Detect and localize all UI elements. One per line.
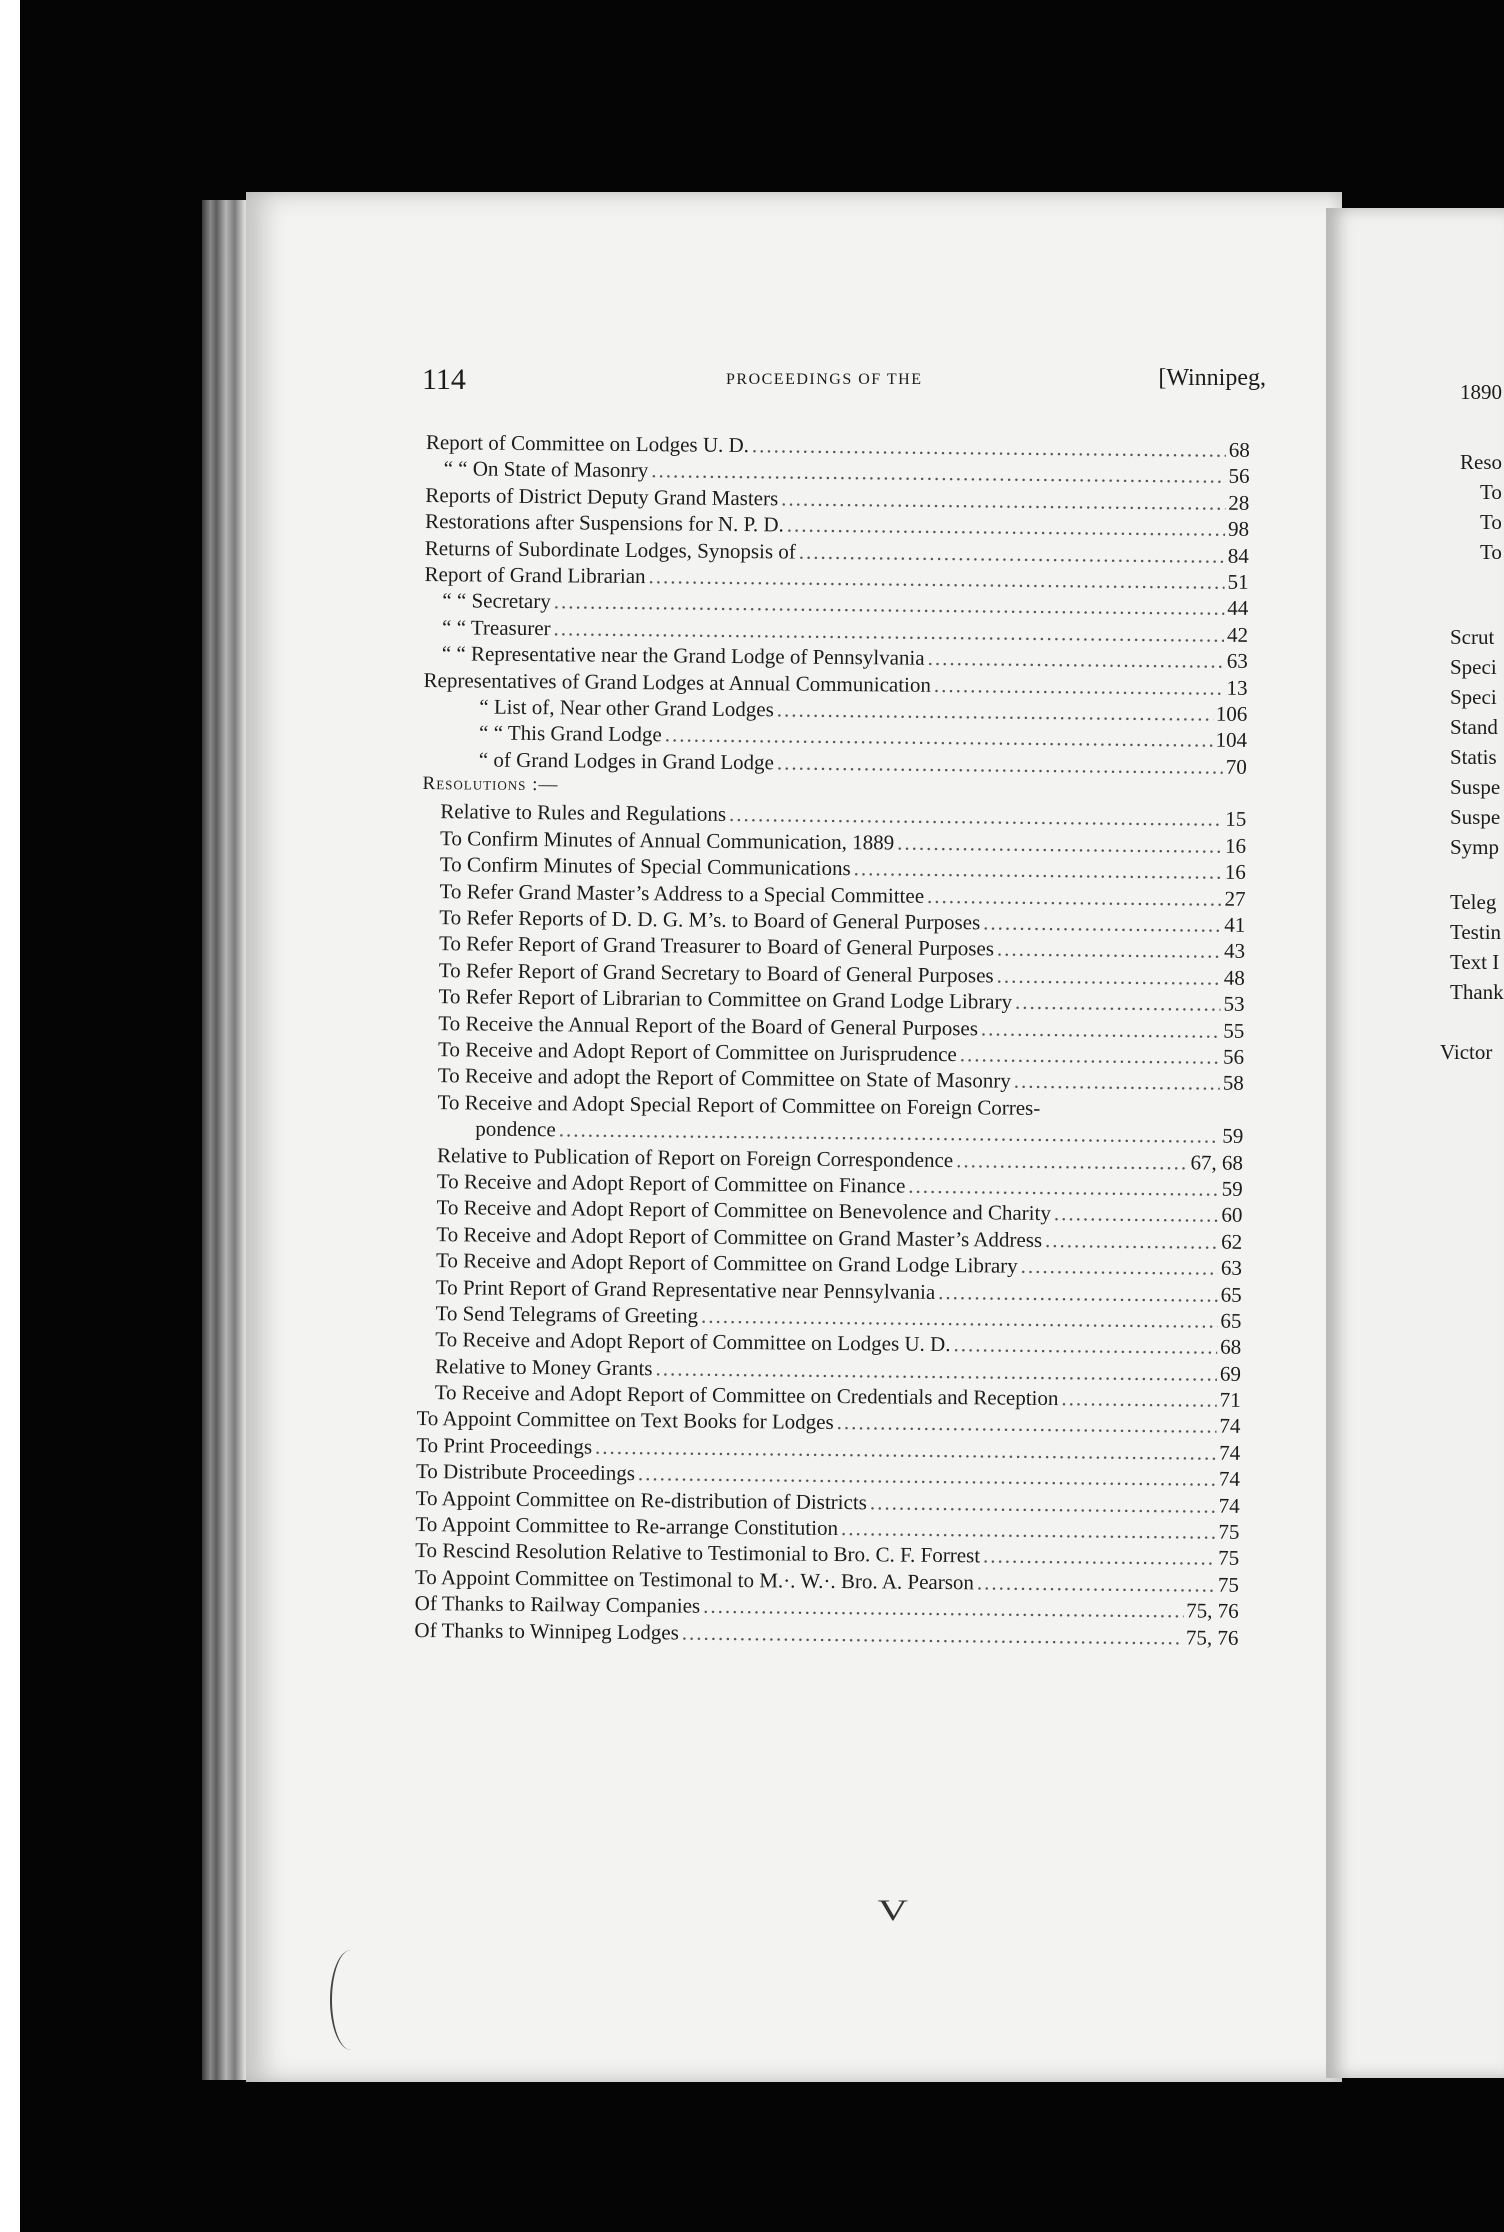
entry-label: To Distribute Proceedings: [415, 1459, 636, 1486]
dot-leader: [648, 564, 1224, 595]
entry-pages: 74: [1218, 1466, 1241, 1492]
entry-pages: 56: [1228, 464, 1250, 489]
entry-pages: 41: [1224, 912, 1246, 937]
entry-label: Of Thanks to Winnipeg Lodges: [414, 1617, 679, 1645]
entry-pages: 75: [1218, 1546, 1240, 1571]
dot-leader: [960, 1042, 1220, 1069]
entry-label: To Receive and Adopt Report of Committee on Finance: [436, 1169, 906, 1198]
dot-leader: [908, 1174, 1219, 1202]
entry-pages: 51: [1227, 569, 1249, 594]
entry-label: Representatives of Grand Lodges at Annual Communication: [423, 667, 932, 697]
entry-pages: 53: [1223, 991, 1245, 1017]
entry-label: Returns of Subordinate Lodges, Synopsis of: [424, 535, 796, 564]
dot-leader: [799, 539, 1225, 568]
entry-label: To Receive and Adopt Report of Committee on Credentials and Reception: [434, 1380, 1059, 1411]
dot-leader: [934, 672, 1224, 700]
entry-label: To Confirm Minutes of Special Communications: [439, 852, 851, 881]
entry-label: Relative to Money Grants: [434, 1353, 653, 1380]
dot-leader: [703, 1594, 1183, 1624]
dot-leader: [981, 1016, 1221, 1043]
entry-pages: 75, 76: [1185, 1624, 1239, 1650]
entry-label: To Receive and Adopt Report of Committee on Grand Master’s Address: [436, 1221, 1043, 1252]
dot-leader: [1045, 1228, 1218, 1255]
entry-pages: 69: [1219, 1361, 1242, 1386]
dot-leader: [977, 1570, 1215, 1597]
entry-label: To Receive and adopt the Report of Committee on State of Masonry: [437, 1063, 1011, 1094]
entry-label: Reports of District Deputy Grand Masters: [425, 482, 779, 511]
entry-label: To Refer Report of Grand Treasurer to Board of General Purposes: [438, 931, 995, 961]
entry-pages: 98: [1227, 516, 1250, 542]
scan-margin: [0, 0, 20, 2232]
entry-label: “ List of, Near other Grand Lodges: [479, 694, 774, 722]
entry-pages: 68: [1228, 437, 1250, 462]
resolutions-heading: Resolutions :—: [422, 773, 559, 796]
dot-leader: [938, 1279, 1218, 1307]
dot-leader: [651, 459, 1226, 490]
facing-page-fragment: Teleg: [1450, 890, 1497, 914]
entry-label: To Refer Grand Master’s Address to a Special Committee: [439, 878, 925, 908]
dot-leader: [1015, 990, 1221, 1017]
book-page-edges: [202, 200, 250, 2080]
entry-pages: 56: [1222, 1044, 1245, 1069]
facing-page: [1326, 208, 1504, 2078]
entry-pages: 71: [1219, 1387, 1241, 1412]
entry-pages: 74: [1219, 1440, 1241, 1465]
entry-label: Of Thanks to Railway Companies: [414, 1591, 701, 1618]
entry-label: To Refer Report of Librarian to Committee on Grand Lodge Library: [438, 984, 1013, 1014]
entry-label: Relative to Rules and Regulations: [440, 799, 727, 827]
entry-label: pondence: [475, 1116, 556, 1142]
entry-label: To Send Telegrams of Greeting: [435, 1301, 699, 1328]
facing-page-fragment: Thank: [1450, 980, 1504, 1004]
facing-page-fragment: Scrut: [1450, 625, 1495, 649]
entry-pages: 60: [1221, 1203, 1243, 1228]
dot-leader: [777, 750, 1223, 779]
entry-label: To Receive and Adopt Report of Committee on Lodges U. D.: [435, 1327, 951, 1357]
dot-leader: [997, 963, 1221, 990]
entry-label: Relative to Publication of Report on Foreign Correspondence: [436, 1142, 954, 1172]
entry-pages: 48: [1223, 965, 1245, 990]
running-title: PROCEEDINGS OF THE: [726, 371, 923, 388]
facing-page-fragment: To: [1480, 510, 1502, 534]
facing-page-fragment: Text I: [1450, 950, 1500, 974]
entry-pages: 27: [1224, 886, 1246, 911]
entry-pages: 70: [1225, 754, 1247, 779]
entry-label: “ of Grand Lodges in Grand Lodge: [478, 747, 775, 775]
entry-label: To Receive and Adopt Special Report of Committee on Foreign Corres-: [437, 1089, 1041, 1120]
entry-label: To Receive the Annual Report of the Board of General Purposes: [438, 1010, 979, 1040]
dot-leader: [729, 802, 1222, 832]
entry-pages: 15: [1225, 807, 1247, 832]
entry-pages: 84: [1227, 543, 1249, 568]
dot-leader: [1061, 1386, 1217, 1412]
dot-leader: [752, 433, 1226, 463]
entry-label: To Print Report of Grand Representative near Pennsylvania: [435, 1274, 936, 1304]
dot-leader: [997, 937, 1221, 964]
entry-label: Restorations after Suspensions for N. P. D.: [425, 509, 784, 537]
facing-page-fragment: Suspe: [1450, 775, 1501, 799]
dot-leader: [655, 1356, 1217, 1386]
dot-leader: [701, 1304, 1218, 1334]
entry-pages: 75, 76: [1186, 1598, 1239, 1624]
entry-pages: 28: [1228, 490, 1250, 515]
facing-page-fragment: Symp: [1450, 835, 1500, 859]
press-mark: V: [877, 1894, 909, 1927]
entry-pages: 74: [1218, 1493, 1240, 1518]
entry-pages: 13: [1226, 675, 1248, 700]
dot-leader: [682, 1620, 1183, 1650]
dot-leader: [854, 856, 1222, 885]
dot-leader: [1021, 1254, 1219, 1281]
facing-page-fragment: To: [1480, 480, 1502, 504]
page-header: [416, 363, 1266, 403]
entry-label: “ “ Secretary: [442, 588, 551, 614]
entry-label: “ “ On State of Masonry: [443, 456, 649, 483]
entry-label: To Appoint Committee on Re-distribution of Districts: [415, 1485, 868, 1514]
dot-leader: [1014, 1069, 1220, 1096]
entry-pages: 65: [1220, 1282, 1242, 1307]
facing-page-fragment: 1890: [1460, 380, 1502, 404]
entry-label: To Refer Report of Grand Secretary to Board of General Purposes: [438, 957, 994, 988]
entry-label: “ “ Representative near the Grand Lodge of Pennsylvania: [441, 641, 925, 670]
dot-leader: [837, 1410, 1217, 1439]
dot-leader: [665, 723, 1213, 753]
facing-page-fragment: Speci: [1450, 685, 1497, 709]
entry-pages: 16: [1224, 833, 1247, 858]
facing-page-fragment: To: [1480, 540, 1502, 564]
entry-label: Report of Grand Librarian: [424, 561, 646, 589]
entry-pages: 62: [1221, 1229, 1243, 1254]
facing-page-fragment: Speci: [1450, 655, 1497, 679]
entry-pages: 16: [1224, 859, 1246, 885]
entry-pages: 75: [1218, 1519, 1240, 1544]
dot-leader: [781, 486, 1225, 515]
entry-label: To Print Proceedings: [416, 1432, 593, 1459]
entry-label: To Confirm Minutes of Annual Communication, 1889: [439, 826, 895, 855]
facing-page-fragment: Testin: [1450, 920, 1502, 944]
dot-leader: [928, 646, 1224, 674]
running-place: [Winnipeg,: [1158, 365, 1266, 391]
dot-leader: [841, 1516, 1216, 1545]
facing-page-fragment: Reso: [1460, 450, 1502, 474]
index-list: [414, 430, 1250, 1652]
entry-label: “ “ Treasurer: [441, 614, 551, 640]
entry-label: To Refer Reports of D. D. G. M’s. to Board of General Purposes: [439, 905, 981, 935]
dot-leader: [983, 910, 1221, 937]
entry-label: To Receive and Adopt Report of Committee on Jurisprudence: [437, 1037, 957, 1067]
entry-label: To Receive and Adopt Report of Committee on Benevolence and Charity: [436, 1195, 1051, 1226]
dot-leader: [870, 1490, 1216, 1518]
entry-label: To Appoint Committee to Re-arrange Constitution: [415, 1511, 839, 1541]
facing-page-fragment: Stand: [1450, 715, 1498, 739]
page-number: 114: [422, 363, 466, 396]
entry-pages: 43: [1223, 939, 1246, 964]
dot-leader: [956, 1148, 1188, 1175]
entry-pages: 67, 68: [1190, 1149, 1244, 1175]
entry-pages: 58: [1222, 1071, 1244, 1096]
dot-leader: [638, 1461, 1216, 1492]
dot-leader: [1054, 1201, 1219, 1228]
facing-page-fragment: Victor: [1440, 1040, 1493, 1064]
facing-page-fragment: Suspe: [1450, 805, 1501, 829]
entry-pages: 59: [1222, 1123, 1244, 1149]
entry-label: Report of Committee on Lodges U. D.: [425, 430, 750, 458]
dot-leader: [777, 697, 1213, 726]
entry-label: To Rescind Resolution Relative to Testimonial to Bro. C. F. Forrest: [415, 1538, 981, 1568]
facing-page-fragment: Statis: [1450, 745, 1497, 769]
entry-pages: 65: [1220, 1308, 1242, 1333]
entry-pages: 55: [1223, 1018, 1245, 1043]
entry-label: “ “ This Grand Lodge: [478, 720, 662, 747]
entry-label: To Receive and Adopt Report of Committee on Grand Lodge Library: [435, 1248, 1018, 1278]
dot-leader: [1043, 1115, 1240, 1117]
dot-leader: [927, 883, 1222, 911]
dot-leader: [983, 1544, 1215, 1571]
entry-pages: 68: [1220, 1334, 1242, 1360]
dot-leader: [787, 513, 1225, 542]
entry-pages: 63: [1220, 1255, 1243, 1280]
ink-mark: [330, 1950, 372, 2050]
entry-pages: 42: [1226, 622, 1249, 647]
entry-pages: 44: [1227, 596, 1249, 621]
entry-pages: 75: [1217, 1572, 1240, 1597]
entry-label: To Appoint Committee on Testimonal to M.·. W.·. Bro. A. Pearson: [414, 1564, 975, 1595]
entry-pages: 104: [1215, 727, 1248, 753]
dot-leader: [953, 1332, 1217, 1360]
entry-pages: 106: [1215, 701, 1248, 726]
entry-pages: 74: [1219, 1414, 1241, 1439]
entry-pages: 59: [1221, 1176, 1243, 1201]
entry-pages: 63: [1226, 648, 1248, 674]
entry-label: To Appoint Committee on Text Books for Lodges: [416, 1406, 834, 1435]
dot-leader: [897, 830, 1222, 858]
